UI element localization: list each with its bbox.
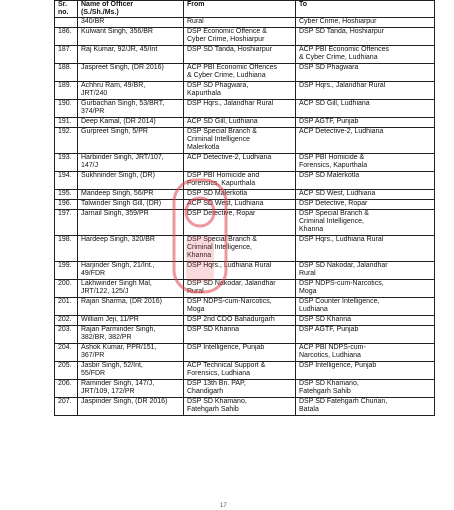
cell-sr-no: 204. [55, 344, 78, 362]
cell-officer-name [78, 154, 184, 172]
cell-to [296, 100, 435, 118]
cell-from [184, 18, 296, 28]
cell-line: DSP 13th Bn. PAP, [187, 380, 246, 387]
cell-officer-name [78, 18, 184, 28]
cell-to [296, 298, 435, 316]
cell-sr-no: 189. [55, 82, 78, 100]
cell-from [184, 362, 296, 380]
cell-from [184, 326, 296, 344]
cell-line: Sukhninder Singh, (DR) [81, 172, 155, 179]
cell-to [296, 398, 435, 416]
cell-to [296, 280, 435, 298]
cell-officer-name [78, 398, 184, 416]
cell-line: Jasbir Singh, 52/Int, [81, 362, 143, 369]
cell-from [184, 200, 296, 210]
cell-line: DSP Hqrs., Ludhiana Rural [299, 236, 384, 243]
cell-to [296, 118, 435, 128]
table-row [55, 100, 435, 118]
header-from: From [184, 1, 296, 18]
table-row [55, 172, 435, 190]
cell-to [296, 262, 435, 280]
cell-line: Khanna [187, 252, 212, 259]
cell-line: Rural [187, 18, 204, 25]
cell-line: 147/J [81, 162, 99, 169]
cell-line: DSP SD Nakodar, Jalandhar [187, 280, 276, 287]
cell-sr-no: 199. [55, 262, 78, 280]
cell-officer-name [78, 100, 184, 118]
cell-line: ACP Technical Support & [187, 362, 266, 369]
cell-line: Rajan Sharma, (DR 2016) [81, 298, 162, 305]
cell-line: Fatehgarh Sahib [187, 406, 239, 413]
cell-sr-no: 207. [55, 398, 78, 416]
cell-line: JRT/122, 125/J [81, 288, 129, 295]
cell-sr-no: 195. [55, 190, 78, 200]
cell-line: DSP NDPS-cum-Narcotics, [299, 280, 384, 287]
cell-sr-no: 198. [55, 236, 78, 262]
cell-from [184, 172, 296, 190]
cell-line: Kapurthala [187, 90, 221, 97]
cell-sr-no: 194. [55, 172, 78, 190]
cell-line: Moga [299, 288, 317, 295]
cell-to [296, 128, 435, 154]
cell-line: DSP SD Khanna [299, 316, 352, 323]
cell-sr-no: 196. [55, 200, 78, 210]
cell-officer-name [78, 280, 184, 298]
cell-to [296, 200, 435, 210]
cell-sr-no: 197. [55, 210, 78, 236]
cell-officer-name [78, 118, 184, 128]
cell-officer-name [78, 82, 184, 100]
table-row [55, 380, 435, 398]
cell-officer-name [78, 128, 184, 154]
cell-sr-no: 206. [55, 380, 78, 398]
table-row [55, 28, 435, 46]
cell-sr-no: 205. [55, 362, 78, 380]
cell-line: 55/FDR [81, 370, 106, 377]
cell-to [296, 18, 435, 28]
cell-line: Kulwant Singh, 356/BR [81, 28, 153, 35]
table-row [55, 82, 435, 100]
cell-line: DSP Intelligence, Punjab [299, 362, 377, 369]
cell-officer-name [78, 200, 184, 210]
cell-from [184, 398, 296, 416]
cell-to [296, 380, 435, 398]
cell-line: Harjinder Singh, 21/Int., [81, 262, 155, 269]
cell-line: DSP Detective, Ropar [187, 210, 256, 217]
cell-to [296, 326, 435, 344]
cell-officer-name [78, 64, 184, 82]
table-row [55, 344, 435, 362]
cell-line: Rural [187, 288, 204, 295]
cell-sr-no: 191. [55, 118, 78, 128]
cell-to [296, 344, 435, 362]
cell-officer-name [78, 262, 184, 280]
cell-line: DSP Counter Intelligence, [299, 298, 380, 305]
cell-line: DSP Special Branch & [187, 128, 257, 135]
cell-sr-no: 200. [55, 280, 78, 298]
cell-line: DSP AGTF, Punjab [299, 118, 359, 125]
cell-line: Criminal Intelligence, [299, 218, 364, 225]
cell-line: JRT/109, 172/PR [81, 388, 135, 395]
table-row [55, 262, 435, 280]
cell-line: 382/BR, 382/PR [81, 334, 132, 341]
cell-sr-no: 192. [55, 128, 78, 154]
table-row [55, 64, 435, 82]
cell-officer-name [78, 210, 184, 236]
cell-from [184, 28, 296, 46]
table-row [55, 236, 435, 262]
cell-from [184, 280, 296, 298]
cell-from [184, 154, 296, 172]
cell-from [184, 190, 296, 200]
cell-to [296, 28, 435, 46]
table-row [55, 280, 435, 298]
cell-to [296, 64, 435, 82]
cell-line: Narcotics, Ludhiana [299, 352, 361, 359]
table-row [55, 326, 435, 344]
cell-line: DSP SD Khamano, [299, 380, 359, 387]
header-sr-no: Sr. no. [55, 1, 78, 18]
cell-from [184, 380, 296, 398]
cell-to [296, 236, 435, 262]
header-officer-name: Name of Officer (S./Sh./Ms.) [78, 1, 184, 18]
cell-officer-name [78, 298, 184, 316]
cell-sr-no [55, 18, 78, 28]
cell-to [296, 82, 435, 100]
cell-line: Criminal Intelligence, [187, 244, 252, 251]
cell-line: ACP SD West, Ludhiana [187, 200, 264, 207]
cell-officer-name [78, 28, 184, 46]
cell-line: Gurpreet Singh, 5/PR [81, 128, 148, 135]
cell-line: ACP SD Gill, Ludhiana [187, 118, 258, 125]
header-to: To [296, 1, 435, 18]
cell-line: Ludhiana [299, 306, 328, 313]
cell-line: ACP SD West, Ludhiana [299, 190, 376, 197]
cell-line: ACP PBI NDPS-cum- [299, 344, 366, 351]
cell-sr-no: 188. [55, 64, 78, 82]
cell-to [296, 154, 435, 172]
cell-line: DSP Intelligence, Punjab [187, 344, 265, 351]
table-body [55, 18, 435, 416]
cell-from [184, 82, 296, 100]
cell-officer-name [78, 344, 184, 362]
cell-line: DSP SD Tanda, Hoshiarpur [299, 28, 384, 35]
cell-line: & Cyber Crime, Ludhiana [187, 72, 266, 79]
cell-to [296, 316, 435, 326]
cell-line: Forensics, Kapurthala [187, 180, 256, 187]
cell-officer-name [78, 316, 184, 326]
table-row [55, 118, 435, 128]
cell-line: Ashok Kumar, PPR/151, [81, 344, 157, 351]
table-row [55, 298, 435, 316]
cell-from [184, 46, 296, 64]
cell-line: Raj Kumar, 92/JR, 45/Int [81, 46, 158, 53]
cell-line: Gurbachan Singh, 53/BRT, [81, 100, 165, 107]
cell-from [184, 64, 296, 82]
cell-sr-no: 203. [55, 326, 78, 344]
cell-line: 374/PR [81, 108, 105, 115]
cell-sr-no: 201. [55, 298, 78, 316]
table-row [55, 398, 435, 416]
cell-sr-no: 190. [55, 100, 78, 118]
table-row [55, 46, 435, 64]
cell-line: & Cyber Crime, Ludhiana [299, 54, 378, 61]
cell-line: Cyber Crime, Hoshiarpur [187, 36, 265, 43]
table-row [55, 362, 435, 380]
cell-line: ACP PBI Economic Offences [187, 64, 278, 71]
cell-line: DSP Economic Offence & [187, 28, 267, 35]
cell-line: Jarnail Singh, 359/PR [81, 210, 149, 217]
cell-sr-no: 187. [55, 46, 78, 64]
cell-line: DSP SD Nakodar, Jalandhar [299, 262, 388, 269]
cell-sr-no: 186. [55, 28, 78, 46]
cell-line: Lakhwinder Singh Mal, [81, 280, 152, 287]
cell-line: Raminder Singh, 147/J, [81, 380, 155, 387]
cell-to [296, 46, 435, 64]
cell-line: DSP SD Malerkotla [187, 190, 248, 197]
cell-line: Rajan Parminder Singh, [81, 326, 156, 333]
cell-line: Moga [187, 306, 205, 313]
cell-line: DSP SD Phagwara [299, 64, 359, 71]
cell-from [184, 100, 296, 118]
cell-line: 49/FDR [81, 270, 106, 277]
cell-line: DSP SD Malerkotla [299, 172, 360, 179]
cell-line: DSP SD Tanda, Hoshiarpur [187, 46, 272, 53]
cell-line: Fatehgarh Sahib [299, 388, 351, 395]
cell-line: Jaspinder Singh, (DR 2016) [81, 398, 168, 405]
cell-from [184, 262, 296, 280]
cell-line: ACP Detective-2, Ludhiana [187, 154, 272, 161]
cell-line: DSP Special Branch & [187, 236, 257, 243]
cell-to [296, 190, 435, 200]
cell-to [296, 210, 435, 236]
cell-line: DSP PBI Homicide and [187, 172, 260, 179]
cell-line: 340/BR [81, 18, 105, 25]
cell-to [296, 362, 435, 380]
cell-line: Deep Kamal, (DR 2014) [81, 118, 156, 125]
table-row [55, 210, 435, 236]
cell-officer-name [78, 172, 184, 190]
cell-line: DSP Special Branch & [299, 210, 369, 217]
cell-from [184, 210, 296, 236]
cell-line: Batala [299, 406, 319, 413]
cell-line: ACP SD Gill, Ludhiana [299, 100, 370, 107]
cell-line: DSP 2nd CDO Bahadurgarh [187, 316, 275, 323]
table-header-row [55, 1, 435, 18]
table-row [55, 154, 435, 172]
cell-line: DSP AGTF, Punjab [299, 326, 359, 333]
cell-line: DSP NDPS-cum-Narcotics, [187, 298, 272, 305]
cell-officer-name [78, 190, 184, 200]
cell-line: DSP SD Phagwara, [187, 82, 249, 89]
cell-line: William Jeji, 11/PR [81, 316, 139, 323]
cell-line: DSP PBI Homicide & [299, 154, 365, 161]
table-row [55, 18, 435, 28]
cell-from [184, 236, 296, 262]
cell-line: Talwinder Singh Gill, (DR) [81, 200, 162, 207]
cell-line: DSP Detective, Ropar [299, 200, 368, 207]
cell-from [184, 316, 296, 326]
cell-line: Mandeep Singh, 56/PR [81, 190, 154, 197]
cell-from [184, 118, 296, 128]
table-row [55, 200, 435, 210]
cell-sr-no: 193. [55, 154, 78, 172]
cell-line: Rural [299, 270, 316, 277]
transfer-orders-table [54, 0, 435, 416]
cell-line: Malerkotla [187, 144, 220, 151]
cell-line: DSP SD Khamano, [187, 398, 247, 405]
table-row [55, 316, 435, 326]
cell-line: Hardeep Singh, 320/BR [81, 236, 155, 243]
cell-sr-no: 202. [55, 316, 78, 326]
table-row [55, 190, 435, 200]
cell-line: ACP PBI Economic Offences [299, 46, 390, 53]
cell-officer-name [78, 236, 184, 262]
cell-line: DSP SD Khanna [187, 326, 240, 333]
cell-line: DSP SD Fatehgarh Churian, [299, 398, 388, 405]
cell-line: 367/PR [81, 352, 105, 359]
page-number: 17 [220, 503, 227, 509]
cell-line: DSP Hqrs., Ludhiana Rural [187, 262, 272, 269]
cell-to [296, 172, 435, 190]
cell-from [184, 128, 296, 154]
cell-line: Criminal Intelligence [187, 136, 251, 143]
cell-line: Forensics, Kapurthala [299, 162, 368, 169]
cell-officer-name [78, 326, 184, 344]
cell-line: Chandigarh [187, 388, 224, 395]
cell-line: DSP Hqrs., Jalandhar Rural [299, 82, 386, 89]
cell-line: Jaspreet Singh, (DR 2016) [81, 64, 164, 71]
cell-officer-name [78, 362, 184, 380]
cell-line: ACP Detective-2, Ludhiana [299, 128, 384, 135]
cell-officer-name [78, 46, 184, 64]
table-row [55, 128, 435, 154]
cell-from [184, 298, 296, 316]
cell-line: Khanna [299, 226, 324, 233]
cell-line: JRT/240 [81, 90, 108, 97]
cell-line: DSP Hqrs., Jalandhar Rural [187, 100, 274, 107]
cell-line: Forensics, Ludhiana [187, 370, 251, 377]
cell-line: Achhru Ram, 49/BR, [81, 82, 146, 89]
cell-from [184, 344, 296, 362]
cell-line: Cyber Crime, Hoshiarpur [299, 18, 377, 25]
cell-line: Harbinder Singh, JRT/107, [81, 154, 164, 161]
cell-officer-name [78, 380, 184, 398]
